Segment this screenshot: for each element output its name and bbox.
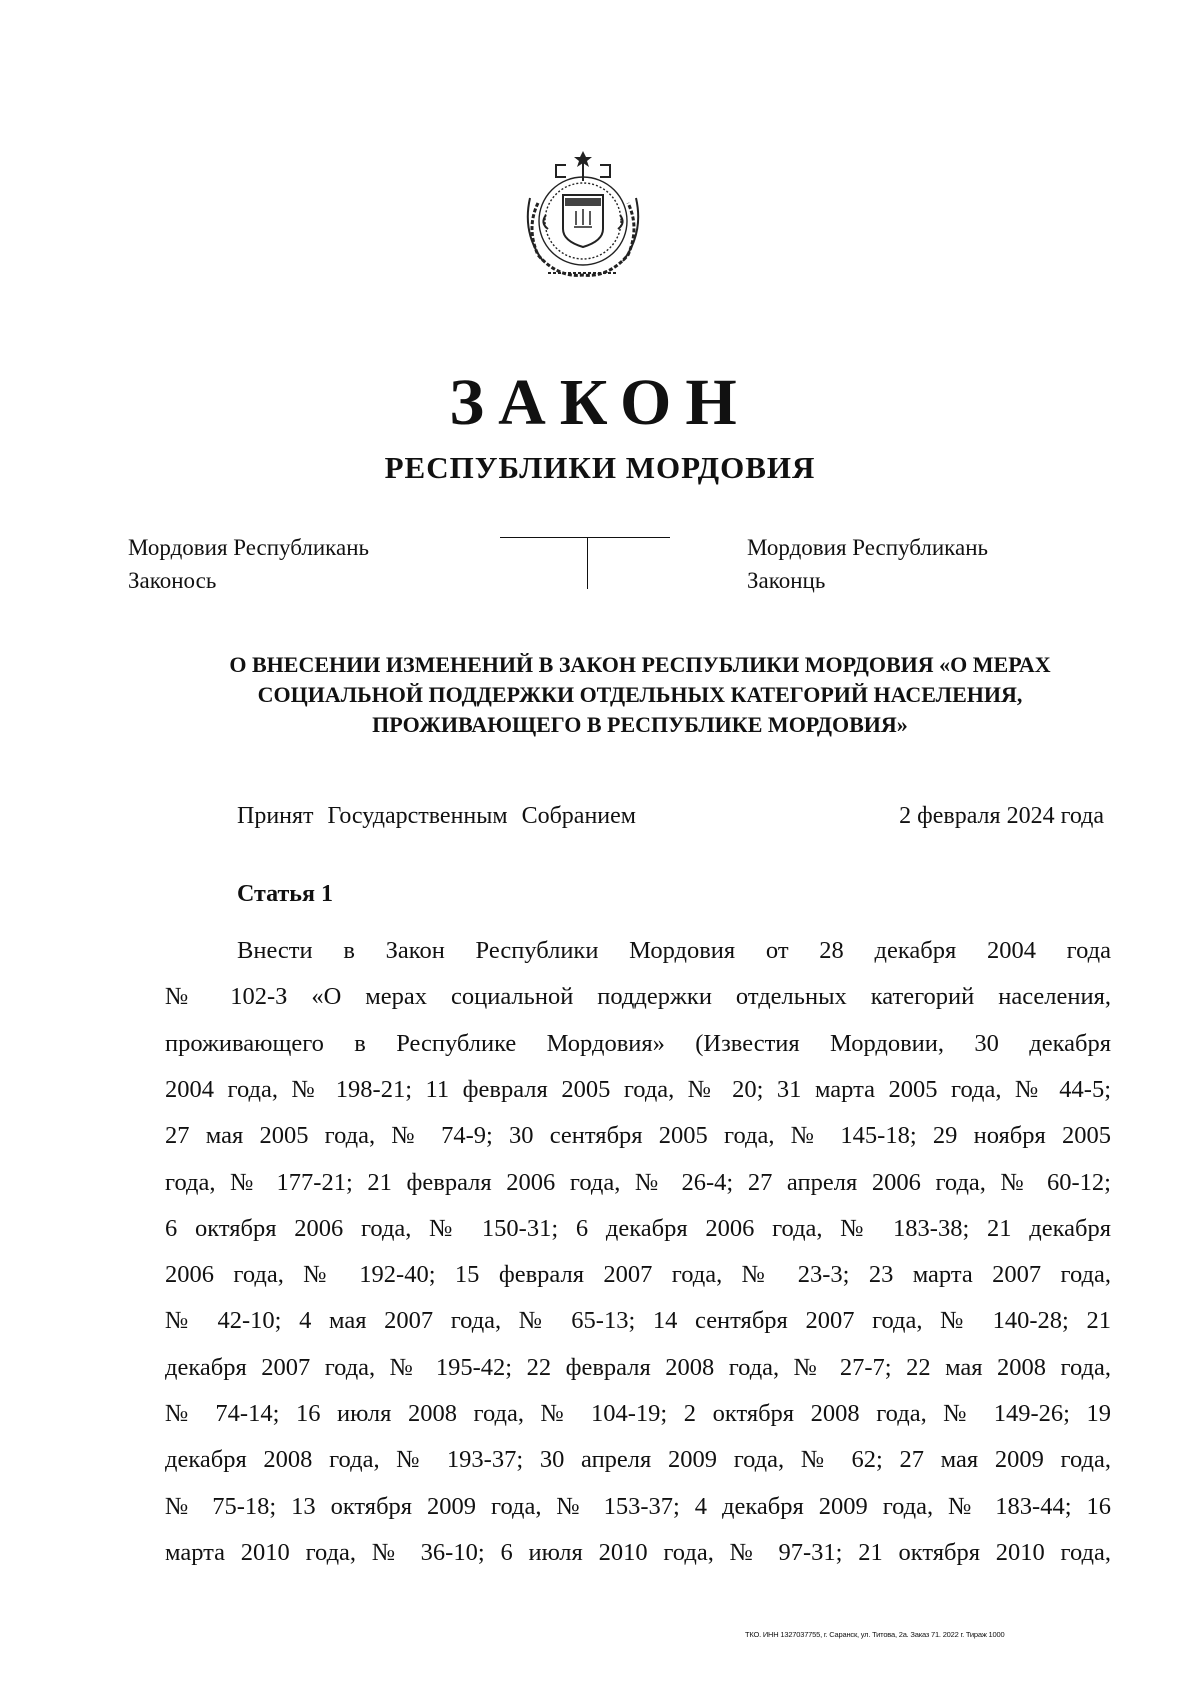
article-text-line: № 75-18; 13 октября 2009 года, № 153-37; 4 декабря 2009 года, № 183-44; 16 <box>165 1492 1111 1520</box>
erzya-heading-left-line2: Законось <box>128 568 217 593</box>
coat-of-arms-emblem <box>508 143 658 293</box>
erzya-heading-left <box>128 531 369 597</box>
erzya-heading-left-line1: Мордовия Республикань <box>128 535 370 560</box>
article-heading: Статья 1 <box>237 881 333 907</box>
adoption-date: 2 февраля 2024 года <box>899 803 1104 829</box>
article-text-line: 2006 года, № 192-40; 15 февраля 2007 года, № 23-3; 23 марта 2007 года, <box>165 1261 1111 1289</box>
title-line: ПРОЖИВАЮЩЕГО В РЕСПУБЛИКЕ МОРДОВИЯ» <box>372 712 908 737</box>
article-text-line: декабря 2007 года, № 195-42; 22 февраля 2008 года, № 27-7; 22 мая 2008 года, <box>165 1353 1111 1381</box>
divider-vertical <box>587 538 588 589</box>
document-title <box>150 650 1130 740</box>
republic-subheading: РЕСПУБЛИКИ МОРДОВИЯ <box>384 450 816 485</box>
article-text-line: марта 2010 года, № 36-10; 6 июля 2010 года, № 97-31; 21 октября 2010 года, <box>165 1538 1111 1566</box>
article-text-line: № 42-10; 4 мая 2007 года, № 65-13; 14 сентября 2007 года, № 140-28; 21 <box>165 1307 1111 1335</box>
article-text-line: года, № 177-21; 21 февраля 2006 года, № 26-4; 27 апреля 2006 года, № 60-12; <box>165 1168 1111 1196</box>
article-text-line: Внести в Закон Республики Мордовия от 28 декабря 2004 года <box>237 937 1111 964</box>
adoption-statement: Принят Государственным Собранием <box>237 803 636 829</box>
article-text-line: декабря 2008 года, № 193-37; 30 апреля 2009 года, № 62; 27 мая 2009 года, <box>165 1446 1111 1474</box>
law-heading: ЗАКОН <box>449 366 751 439</box>
article-text-line: проживающего в Республике Мордовия» (Известия Мордовии, 30 декабря <box>165 1029 1111 1057</box>
moksha-heading-right-line1: Мордовия Республикань <box>747 535 989 560</box>
article-text-line: № 74-14; 16 июля 2008 года, № 104-19; 2 октября 2008 года, № 149-26; 19 <box>165 1400 1111 1427</box>
moksha-heading-right-line2: Законць <box>747 568 826 593</box>
article-text-line: 27 мая 2005 года, № 74-9; 30 сентября 2005 года, № 145-18; 29 ноября 2005 <box>165 1122 1111 1150</box>
article-text-line: 6 октября 2006 года, № 150-31; 6 декабря 2006 года, № 183-38; 21 декабря <box>165 1214 1111 1242</box>
article-text-line: № 102-З «О мерах социальной поддержки отдельных категорий населения, <box>165 983 1111 1011</box>
title-line: СОЦИАЛЬНОЙ ПОДДЕРЖКИ ОТДЕЛЬНЫХ КАТЕГОРИЙ НАСЕЛЕНИЯ, <box>257 682 1023 707</box>
article-text-line: 2004 года, № 198-21; 11 февраля 2005 года, № 20; 31 марта 2005 года, № 44-5; <box>165 1075 1111 1103</box>
printer-imprint: ТКО. ИНН 1327037755, г. Саранск, ул. Титова, 2а. Заказ 71. 2022 г. Тираж 1000 <box>745 1630 1005 1639</box>
title-line: О ВНЕСЕНИИ ИЗМЕНЕНИЙ В ЗАКОН РЕСПУБЛИКИ МОРДОВИЯ «О МЕРАХ <box>229 652 1051 677</box>
divider-horizontal <box>500 537 670 538</box>
moksha-heading-right <box>747 531 988 597</box>
